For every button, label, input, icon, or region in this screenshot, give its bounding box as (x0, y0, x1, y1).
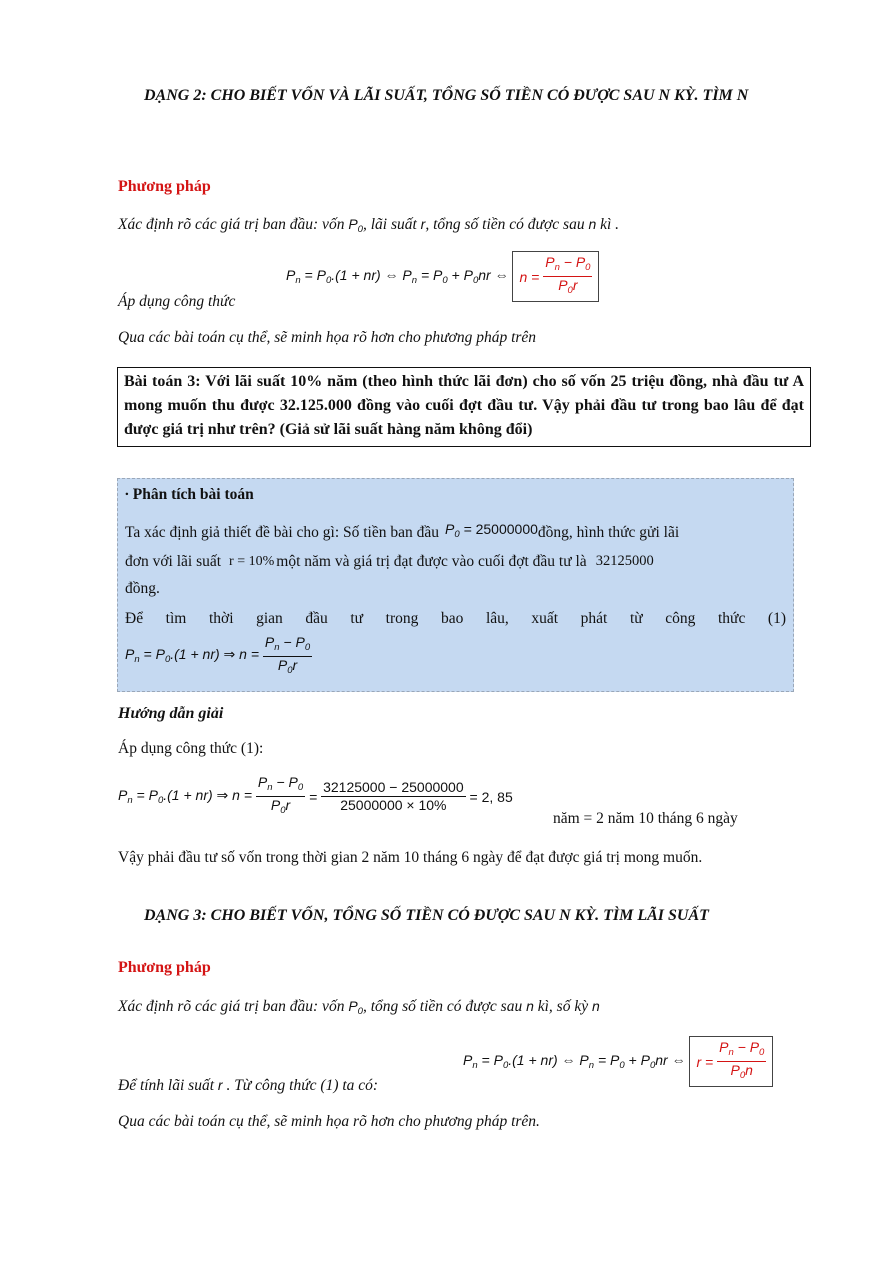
analysis-line2-a: đơn với lãi suất (125, 553, 222, 570)
analysis-line1-a: Ta xác định giả thiết đề bài cho gì: Số tiền ban đầu (125, 523, 439, 541)
dang3-intro (118, 998, 600, 1017)
analysis-line4: Để tìm thời gian đầu tư trong bao lâu, xuất phát từ công thức (1) (125, 610, 786, 627)
dang3-intro-a: Xác định rõ các giá trị ban đầu: vốn (118, 998, 345, 1015)
analysis-line2-b: một năm và giá trị đạt được vào cuối đợt đầu tư là (276, 553, 587, 570)
p0-symbol-3: $P_0$ (348, 998, 363, 1017)
dang3-calc-b: . Từ công thức (1) ta có: (226, 1077, 379, 1094)
guide-years: năm = 2 năm 10 tháng 6 ngày (553, 810, 738, 827)
analysis-body (125, 516, 786, 679)
guide-title: Hướng dẫn giải (118, 705, 224, 722)
n-symbol: n (588, 216, 597, 232)
r-symbol-3: r (217, 1077, 223, 1093)
analysis-line3: đồng. (125, 580, 160, 597)
guide-den: 25000000 × 10% (340, 797, 447, 813)
analysis-box (117, 478, 794, 692)
guide-formula: $P_n = P_0.(1 + nr)$ ⇒ n = $\frac{P_n - P_0}{P_0r}$ = $\frac{32125000 - 25000000}{25000000 \times 10\%}$ = 2, 85 (118, 774, 513, 816)
pn-value: 32125000 (595, 553, 654, 569)
r-symbol: r (420, 216, 426, 232)
p0-symbol: $P_0$ (348, 216, 363, 235)
dang3-intro-b: , tổng số tiền có được sau (362, 998, 523, 1015)
intro-text-a: Xác định rõ các giá trị ban đầu: vốn (118, 216, 345, 233)
guide-conclusion: Vậy phải đầu tư số vốn trong thời gian 2 năm 10 tháng 6 ngày để đạt được giá trị mong muốn. (118, 849, 703, 866)
intro-text-d: kì . (600, 216, 620, 233)
problem3-box (117, 367, 811, 447)
dang3-formula: $P_n = P_0.(1 + nr)$ ⇔ $P_n = P_0 + P_0nr$ ⇔ r = $\frac{P_n - P_0}{P_0n}$ (463, 1036, 773, 1087)
intro-text-b: , lãi suất (362, 216, 417, 233)
dang2-intro (118, 216, 619, 235)
dang3-calc (118, 1077, 378, 1095)
n-formula-box: n = $\frac{P_n - P_0}{P_0r}$ (512, 251, 599, 302)
dang2-formula: $P_n = P_0.(1 + nr)$ ⇔ $P_n = P_0 + P_0nr$ ⇔ n = $\frac{P_n - P_0}{P_0r}$ (286, 251, 599, 302)
dang3-intro-c: kì, số kỳ (537, 998, 589, 1015)
dang2-heading: DẠNG 2: CHO BIẾT VỐN VÀ LÃI SUẤT, TỔNG SỐ TIỀN CÓ ĐƯỢC SAU N KỲ. TÌM N (144, 87, 749, 104)
dang3-heading: DẠNG 3: CHO BIẾT VỐN, TỔNG SỐ TIỀN CÓ ĐƯỢC SAU N KỲ. TÌM LÃI SUẤT (144, 907, 709, 924)
r-equals: r = 10% (229, 554, 275, 569)
analysis-title: ∙ Phân tích bài toán (125, 486, 254, 503)
p0-equals: $P_0 = 25000000$ (445, 521, 538, 540)
dang3-method-title: Phương pháp (118, 959, 211, 976)
dang3-calc-a: Để tính lãi suất (118, 1077, 215, 1094)
guide-num: 32125000 − 25000000 (323, 779, 464, 795)
analysis-formula: $P_n = P_0.(1 + nr)$ ⇒ n = $\frac{P_n - P_0}{P_0r}$ (125, 634, 311, 676)
dang2-illustrate: Qua các bài toán cụ thể, sẽ minh họa rõ hơn cho phương pháp trên (118, 329, 537, 346)
intro-text-c: , tổng số tiền có được sau (425, 216, 585, 233)
dang2-apply-label: Áp dụng công thức (118, 293, 236, 310)
guide-apply: Áp dụng công thức (1): (118, 740, 264, 757)
problem3-text: Bài toán 3: Với lãi suất 10% năm (theo hình thức lãi đơn) cho số vốn 25 triệu đồng, nhà đầu tư A mong muốn thu được 32.125.000 đồng vào cuối đợt đầu tư. Vậy phải đầu tư trong bao lâu để đạt được giá trị như trên? (Giả sử lãi suất hàng năm không đổi) (124, 373, 804, 438)
dang3-illustrate: Qua các bài toán cụ thể, sẽ minh họa rõ hơn cho phương pháp trên. (118, 1113, 540, 1130)
guide-result: = 2, 85 (469, 788, 513, 805)
dang2-method-title: Phương pháp (118, 178, 211, 195)
r-formula-box: r = $\frac{P_n - P_0}{P_0n}$ (689, 1036, 773, 1087)
n-symbol-3b: n (591, 998, 600, 1014)
analysis-line1-b: đồng, hình thức gửi lãi (537, 523, 680, 541)
n-symbol-3: n (526, 998, 534, 1014)
